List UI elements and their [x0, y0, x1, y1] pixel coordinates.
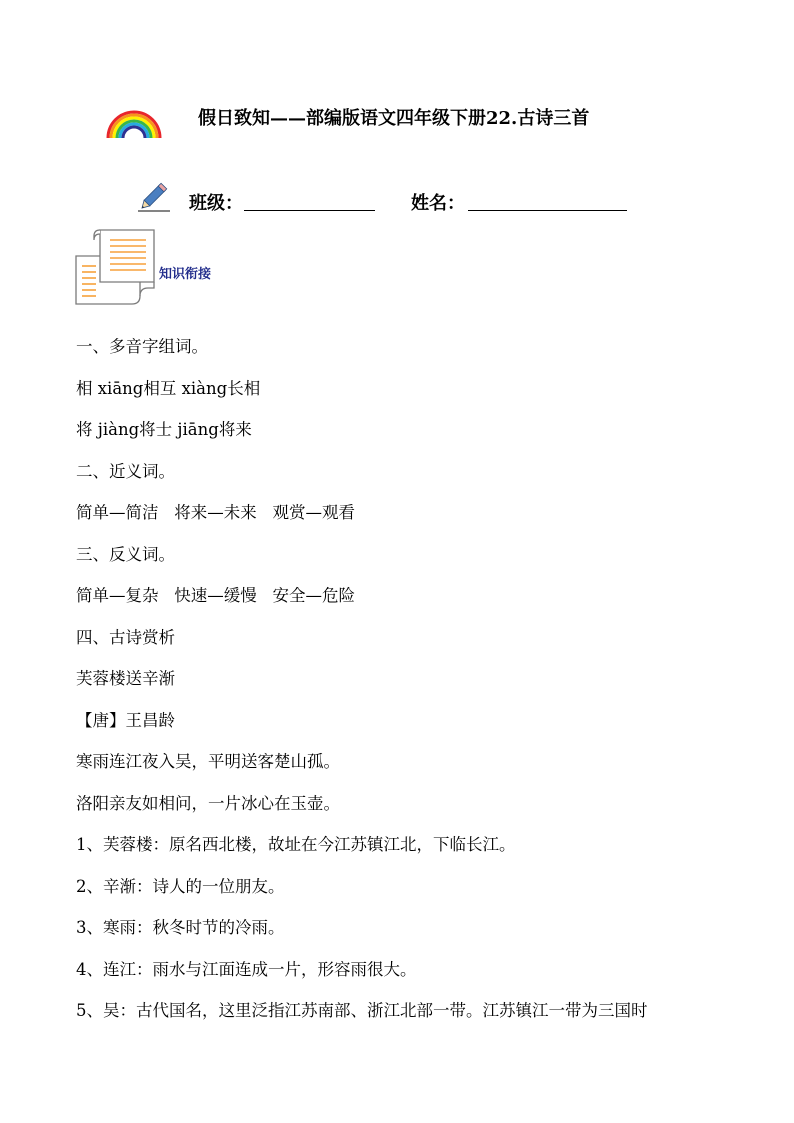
class-blank[interactable]: [244, 210, 375, 211]
content-line: 将 jiàng将士 jiāng将来: [76, 420, 252, 439]
pencil-icon: [136, 180, 172, 214]
content-line: 相 xiāng相互 xiàng长相: [76, 378, 261, 398]
content-line: 4、连江：雨水与江面连成一片，形容雨很大。: [76, 959, 417, 979]
content-line: 芙蓉楼送辛渐: [76, 669, 175, 688]
class-label: 班级：: [189, 193, 243, 214]
content-line: 四、古诗赏析: [76, 627, 175, 647]
content-line: 2、辛渐：诗人的一位朋友。: [76, 876, 285, 896]
name-label: 姓名：: [411, 193, 465, 214]
content-line: 二、近义词。: [76, 461, 175, 481]
content-line: 【唐】王昌龄: [76, 710, 175, 730]
content-line: 寒雨连江夜入吴，平明送客楚山孤。: [76, 752, 340, 771]
section-badge-label: 知识衔接: [159, 267, 212, 282]
content-line: 1、芙蓉楼：原名西北楼，故址在今江苏镇江北，下临长江。: [76, 835, 516, 854]
content-body: [76, 337, 736, 1043]
content-line: 一、多音字组词。: [76, 337, 208, 356]
content-line: 5、吴：古代国名，这里泛指江苏南部、浙江北部一带。江苏镇江一带为三国时: [76, 1001, 648, 1020]
content-line: 三、反义词。: [76, 544, 175, 564]
scroll-icon: [74, 226, 158, 308]
content-line: 洛阳亲友如相问，一片冰心在玉壶。: [76, 793, 340, 813]
name-blank[interactable]: [468, 210, 627, 211]
content-line: 简单—复杂 快速—缓慢 安全—危险: [76, 586, 355, 605]
content-line: 3、寒雨：秋冬时节的冷雨。: [76, 918, 285, 937]
page-title: 假日致知——部编版语文四年级下册22.古诗三首: [198, 108, 590, 129]
content-line: 简单—简洁 将来—未来 观赏—观看: [76, 503, 355, 522]
rainbow-icon: [104, 106, 164, 140]
